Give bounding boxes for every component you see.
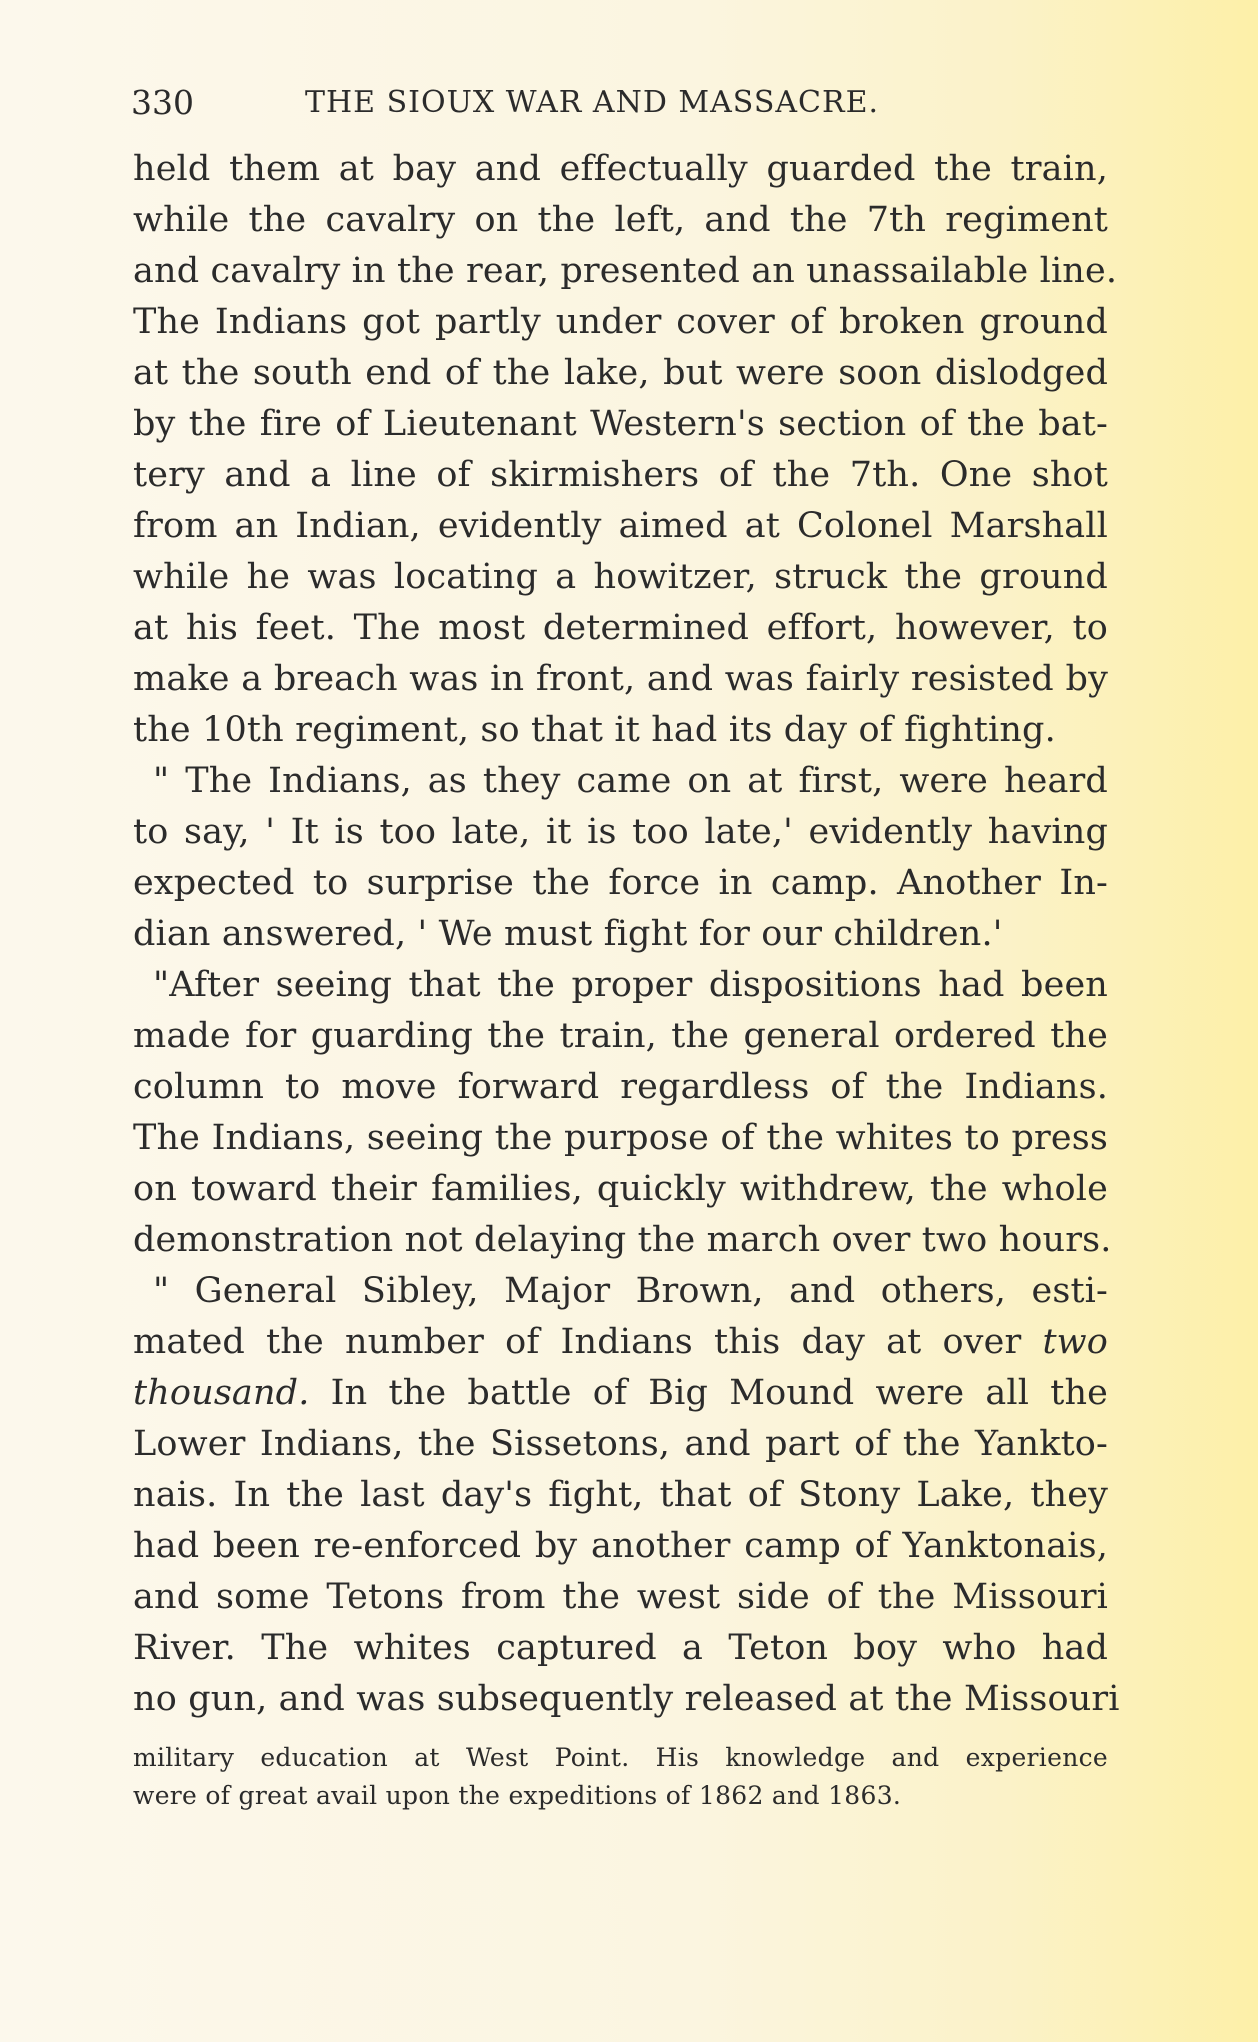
text-line: nais. In the last day's fight, that of Stony Lake, they bbox=[133, 1475, 1108, 1515]
running-head bbox=[133, 78, 1108, 128]
footnote-line: were of great avail upon the expeditions of 1862 and 1863. bbox=[133, 1781, 902, 1810]
running-title: THE SIOUX WAR AND MASSACRE. bbox=[305, 85, 880, 120]
text-line: held them at bay and effectually guarded the train, bbox=[133, 149, 1108, 189]
text-line: expected to surprise the force in camp. Another In- bbox=[133, 863, 1108, 903]
text-line bbox=[133, 1368, 1108, 1419]
text-line: by the fire of Lieutenant Western's section of the bat- bbox=[133, 404, 1108, 444]
text-line: dian answered, ' We must fight for our children.' bbox=[133, 914, 1003, 954]
text-line: on toward their families, quickly withdrew, the whole bbox=[133, 1169, 1108, 1209]
text-line: " General Sibley, Major Brown, and others, esti- bbox=[153, 1271, 1108, 1311]
text-line: column to move forward regardless of the Indians. bbox=[133, 1067, 1108, 1107]
text-line: the 10th regiment, so that it had its day of fighting. bbox=[133, 710, 1056, 750]
text-line: at the south end of the lake, but were soon dislodged bbox=[133, 353, 1108, 393]
text-line: made for guarding the train, the general ordered the bbox=[133, 1016, 1108, 1056]
text-line: "After seeing that the proper dispositions had been bbox=[153, 965, 1108, 1005]
text-segment: mated the number of Indians this day at over bbox=[133, 1322, 1022, 1362]
text-line: River. The whites captured a Teton boy who had bbox=[133, 1628, 1108, 1668]
text-line: make a breach was in front, and was fairly resisted by bbox=[133, 659, 1108, 699]
text-line: no gun, and was subsequently released at the Missouri bbox=[133, 1679, 1120, 1719]
text-line: The Indians got partly under cover of broken ground bbox=[133, 302, 1108, 342]
text-line: at his feet. The most determined effort, however, to bbox=[133, 608, 1108, 648]
text-line: had been re-enforced by another camp of Yanktonais, bbox=[133, 1526, 1108, 1566]
italic-text: thousand. bbox=[133, 1373, 310, 1413]
text-line: tery and a line of skirmishers of the 7th. One shot bbox=[133, 455, 1108, 495]
text-line: from an Indian, evidently aimed at Colonel Marshall bbox=[133, 506, 1108, 546]
body-text bbox=[133, 144, 1120, 1725]
text-line bbox=[133, 1317, 1108, 1368]
text-line: while the cavalry on the left, and the 7th regiment bbox=[133, 200, 1108, 240]
footnote-line: military education at West Point. His knowledge and experience bbox=[133, 1743, 1108, 1772]
page-number: 330 bbox=[131, 83, 194, 122]
italic-text: two bbox=[1042, 1322, 1108, 1362]
text-line: and cavalry in the rear, presented an unassailable line. bbox=[133, 251, 1118, 291]
text-line: The Indians, seeing the purpose of the whites to press bbox=[133, 1118, 1108, 1158]
text-line: " The Indians, as they came on at first, were heard bbox=[153, 761, 1108, 801]
text-line: demonstration not delaying the march over two hours. bbox=[133, 1220, 1112, 1260]
text-line: Lower Indians, the Sissetons, and part of the Yankto- bbox=[133, 1424, 1108, 1464]
text-segment: In the battle of Big Mound were all the bbox=[330, 1373, 1109, 1413]
footnote bbox=[133, 1739, 1108, 1815]
text-line: while he was locating a howitzer, struck the ground bbox=[133, 557, 1108, 597]
text-line: and some Tetons from the west side of the Missouri bbox=[133, 1577, 1108, 1617]
text-line: to say, ' It is too late, it is too late,' evidently having bbox=[133, 812, 1108, 852]
book-page bbox=[131, 78, 1120, 1815]
